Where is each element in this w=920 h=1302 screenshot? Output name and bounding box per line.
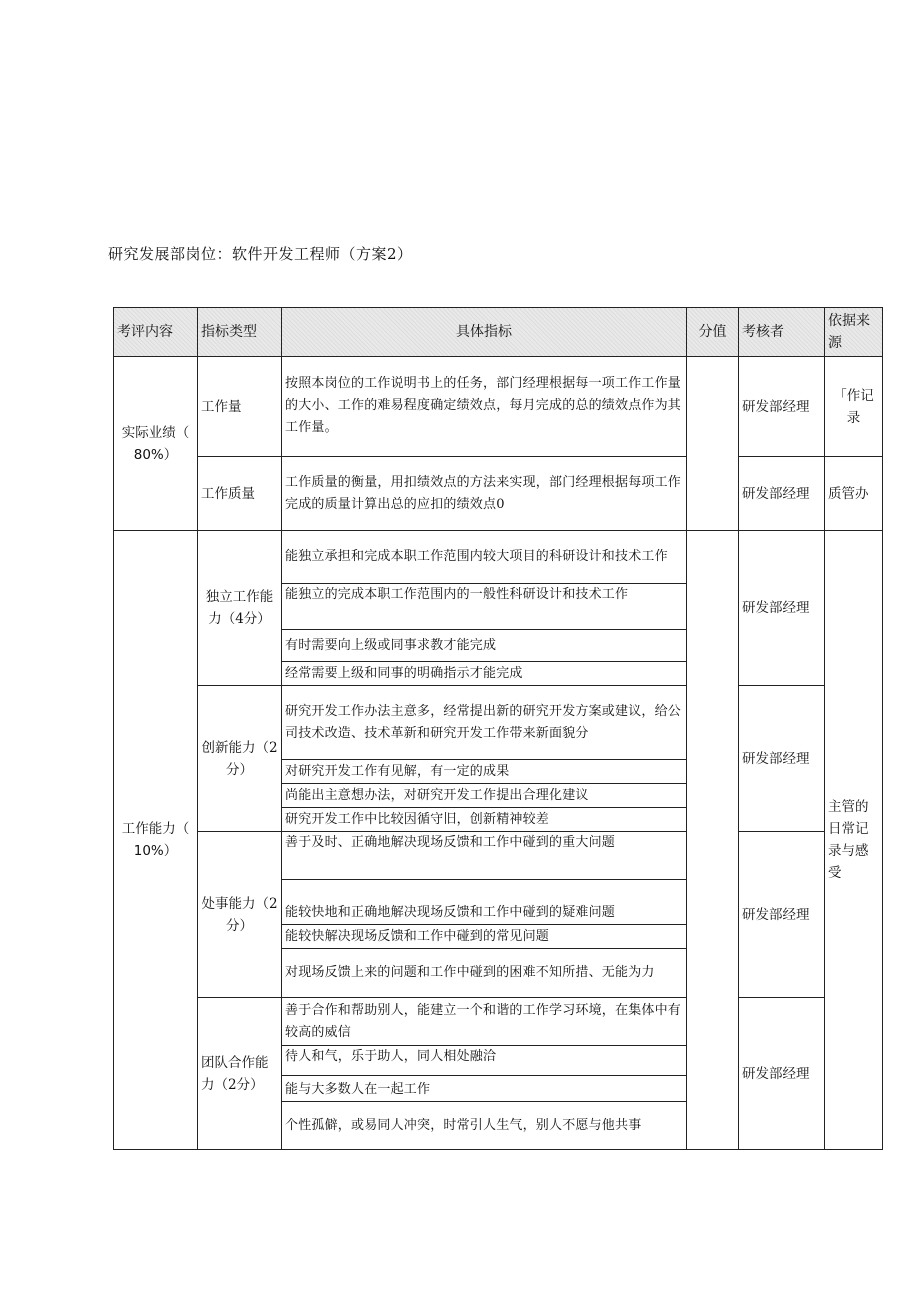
indicator-quality: 工作质量的衡量，用扣绩效点的方法来实现，部门经理根据每项工作完成的质量计算出总的应扣的绩效点0 xyxy=(282,457,687,531)
category-ability: 工作能力（ 10%） xyxy=(114,531,198,1150)
assessor-handling: 研发部经理 xyxy=(739,832,825,998)
header-assessor: 考核者 xyxy=(739,308,825,357)
indicator-item: 善于合作和帮助别人，能建立一个和谐的工作学习环境，在集体中有较高的威信 xyxy=(282,998,687,1046)
header-score: 分值 xyxy=(687,308,739,357)
assessor-workload: 研发部经理 xyxy=(739,357,825,457)
type-innovation: 创新能力（2分） xyxy=(198,686,282,832)
table-row xyxy=(114,457,883,531)
score-performance xyxy=(687,357,739,531)
indicator-item: 对研究开发工作有见解，有一定的成果 xyxy=(282,760,687,784)
indicator-item: 能与大多数人在一起工作 xyxy=(282,1076,687,1102)
header-type: 指标类型 xyxy=(198,308,282,357)
table-header-row xyxy=(114,308,883,357)
type-workload: 工作量 xyxy=(198,357,282,457)
indicator-item: 能较快解决现场反馈和工作中碰到的常见问题 xyxy=(282,925,687,949)
category-performance: 实际业绩（ 80%） xyxy=(114,357,198,531)
source-workload: 「作记录 xyxy=(825,357,883,457)
source-quality: 质管办 xyxy=(825,457,883,531)
indicator-item: 待人和气，乐于助人，同人相处融洽 xyxy=(282,1046,687,1076)
type-independent: 独立工作能力（4分） xyxy=(198,531,282,686)
assessor-teamwork: 研发部经理 xyxy=(739,998,825,1150)
assessor-quality: 研发部经理 xyxy=(739,457,825,531)
table-row xyxy=(114,357,883,457)
table-row xyxy=(114,832,883,880)
indicator-item: 能独立的完成本职工作范围内的一般性科研设计和技术工作 xyxy=(282,584,687,630)
header-content: 考评内容 xyxy=(114,308,198,357)
type-quality: 工作质量 xyxy=(198,457,282,531)
indicator-item: 尚能出主意想办法，对研究开发工作提出合理化建议 xyxy=(282,784,687,808)
assessor-independent: 研发部经理 xyxy=(739,531,825,686)
indicator-item: 经常需要上级和同事的明确指示才能完成 xyxy=(282,662,687,686)
source-ability: 主管的日常记录与感受 xyxy=(825,531,883,1150)
type-handling: 处事能力（2分） xyxy=(198,832,282,998)
page-title: 研究发展部岗位：软件开发工程师（方案2） xyxy=(108,245,413,263)
indicator-item: 对现场反馈上来的问题和工作中碰到的困难不知所措、无能为力 xyxy=(282,949,687,998)
indicator-item: 研究开发工作中比较因循守旧，创新精神较差 xyxy=(282,808,687,832)
indicator-item: 有时需要向上级或同事求教才能完成 xyxy=(282,630,687,662)
indicator-item: 研究开发工作办法主意多，经常提出新的研究开发方案或建议，给公司技术改造、技术革新和研究开发工作带来新面貌分 xyxy=(282,686,687,760)
indicator-item: 个性孤僻，或易同人冲突，时常引人生气，别人不愿与他共事 xyxy=(282,1102,687,1150)
indicator-item: 善于及时、正确地解决现场反馈和工作中碰到的重大问题 xyxy=(282,832,687,880)
indicator-item: 能较快地和正确地解决现场反馈和工作中碰到的疑难问题 xyxy=(282,880,687,925)
table-row xyxy=(114,686,883,760)
indicator-item: 能独立承担和完成本职工作范围内较大项目的科研设计和技术工作 xyxy=(282,531,687,584)
score-ability xyxy=(687,531,739,1150)
assessment-table xyxy=(113,307,883,1150)
table-row xyxy=(114,531,883,584)
table-row xyxy=(114,998,883,1046)
header-source: 依据来源 xyxy=(825,308,883,357)
assessor-innovation: 研发部经理 xyxy=(739,686,825,832)
type-teamwork: 团队合作能力（2分） xyxy=(198,998,282,1150)
header-indicator: 具体指标 xyxy=(282,308,687,357)
indicator-workload: 按照本岗位的工作说明书上的任务，部门经理根据每一项工作工作量的大小、工作的难易程度确定绩效点，每月完成的总的绩效点作为其工作量。 xyxy=(282,357,687,457)
